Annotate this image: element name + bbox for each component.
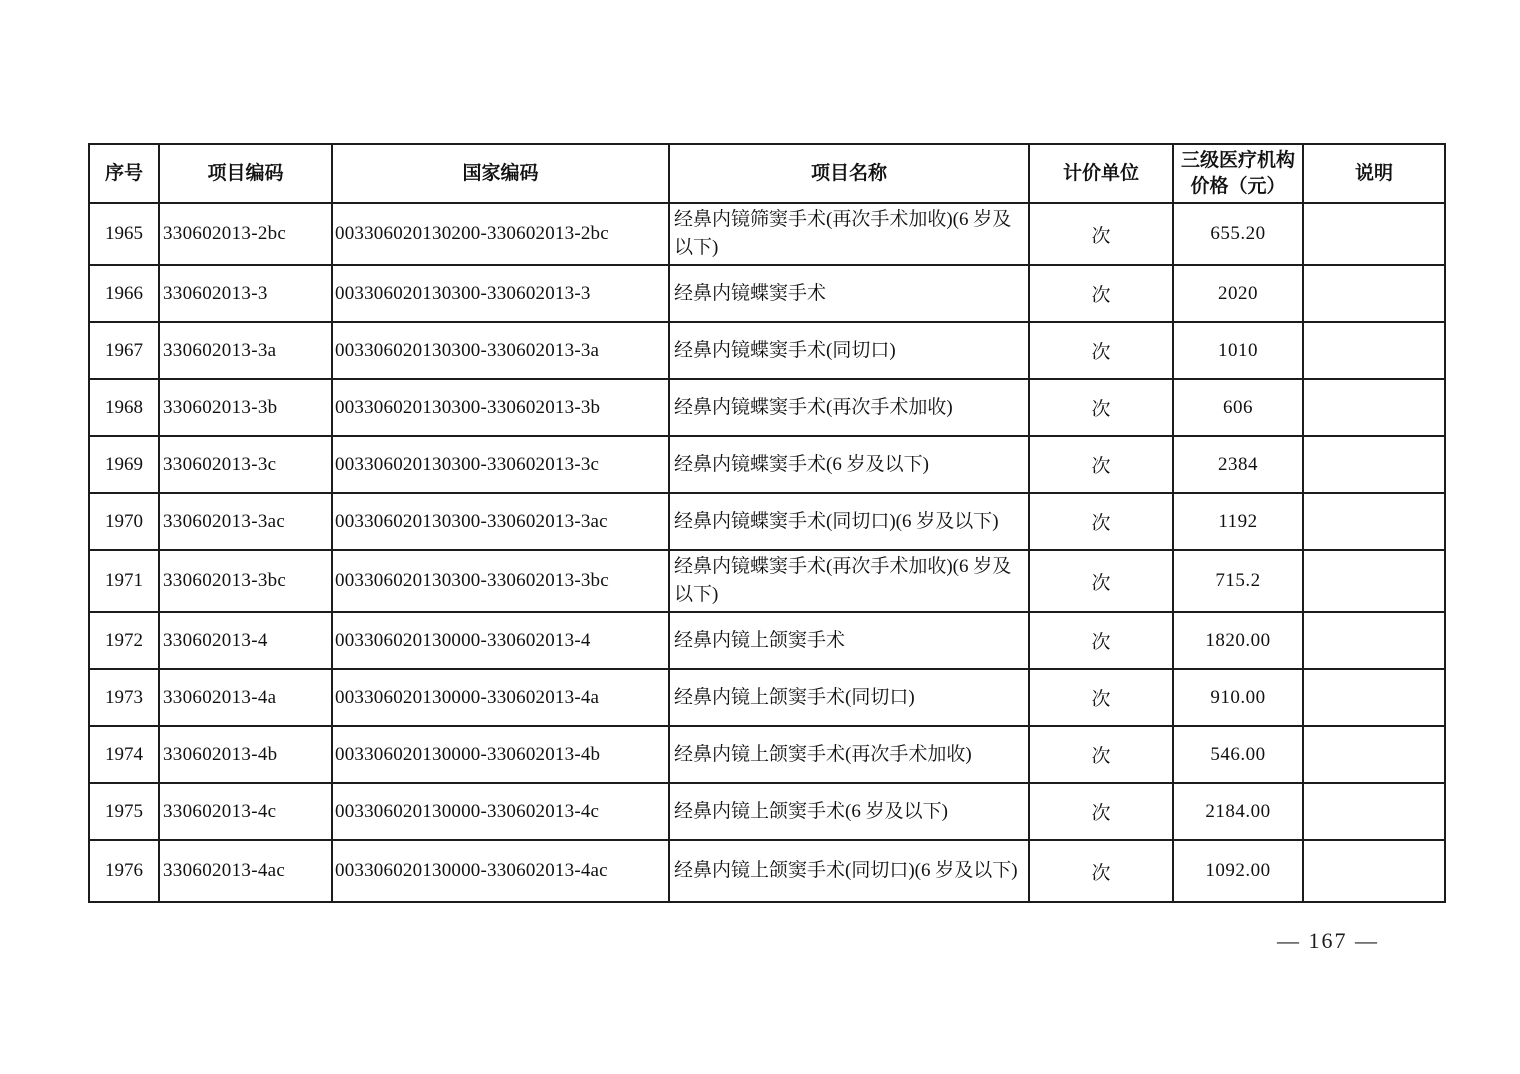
table-row (89, 612, 1445, 669)
note-cell (1303, 669, 1445, 726)
header-tier3-price-line2: 价格（元） (1190, 175, 1286, 197)
item-name-cell: 经鼻内镜筛窦手术(再次手术加收)(6 岁及以下) (669, 203, 1029, 265)
price-cell: 1092.00 (1173, 840, 1303, 902)
unit-cell: 次 (1029, 783, 1173, 840)
table-row (89, 203, 1445, 265)
item-code-cell: 330602013-4 (159, 612, 332, 669)
header-tier3-price-line1: 三级医疗机构 (1180, 149, 1295, 171)
note-cell (1303, 840, 1445, 902)
note-cell (1303, 550, 1445, 612)
unit-cell: 次 (1029, 493, 1173, 550)
unit-cell: 次 (1029, 550, 1173, 612)
item-name-cell: 经鼻内镜上颌窦手术(同切口) (669, 669, 1029, 726)
item-code-cell: 330602013-3bc (159, 550, 332, 612)
national-code-cell: 003306020130000-330602013-4a (332, 669, 669, 726)
header-national-code: 国家编码 (332, 144, 669, 203)
price-table (88, 143, 1446, 903)
unit-cell: 次 (1029, 436, 1173, 493)
unit-cell: 次 (1029, 840, 1173, 902)
seq-cell: 1970 (89, 493, 159, 550)
header-seq: 序号 (89, 144, 159, 203)
national-code-cell: 003306020130300-330602013-3b (332, 379, 669, 436)
unit-cell: 次 (1029, 265, 1173, 322)
seq-cell: 1976 (89, 840, 159, 902)
item-name-cell: 经鼻内镜蝶窦手术(再次手术加收) (669, 379, 1029, 436)
table-row (89, 493, 1445, 550)
item-code-cell: 330602013-4c (159, 783, 332, 840)
item-name-cell: 经鼻内镜蝶窦手术 (669, 265, 1029, 322)
table-row (89, 550, 1445, 612)
page-number: — 167 — (1277, 928, 1379, 953)
table-row (89, 436, 1445, 493)
item-name-cell: 经鼻内镜蝶窦手术(同切口)(6 岁及以下) (669, 493, 1029, 550)
seq-cell: 1975 (89, 783, 159, 840)
unit-cell: 次 (1029, 322, 1173, 379)
table-row (89, 783, 1445, 840)
seq-cell: 1972 (89, 612, 159, 669)
note-cell (1303, 322, 1445, 379)
table-row (89, 840, 1445, 902)
national-code-cell: 003306020130000-330602013-4b (332, 726, 669, 783)
item-name-cell: 经鼻内镜蝶窦手术(再次手术加收)(6 岁及以下) (669, 550, 1029, 612)
national-code-cell: 003306020130300-330602013-3bc (332, 550, 669, 612)
note-cell (1303, 726, 1445, 783)
price-cell: 1192 (1173, 493, 1303, 550)
seq-cell: 1966 (89, 265, 159, 322)
item-code-cell: 330602013-3ac (159, 493, 332, 550)
item-name-cell: 经鼻内镜上颌窦手术(6 岁及以下) (669, 783, 1029, 840)
item-code-cell: 330602013-3c (159, 436, 332, 493)
national-code-cell: 003306020130300-330602013-3 (332, 265, 669, 322)
national-code-cell: 003306020130000-330602013-4ac (332, 840, 669, 902)
unit-cell: 次 (1029, 203, 1173, 265)
note-cell (1303, 493, 1445, 550)
seq-cell: 1971 (89, 550, 159, 612)
note-cell (1303, 612, 1445, 669)
seq-cell: 1969 (89, 436, 159, 493)
national-code-cell: 003306020130200-330602013-2bc (332, 203, 669, 265)
note-cell (1303, 436, 1445, 493)
note-cell (1303, 783, 1445, 840)
price-cell: 1820.00 (1173, 612, 1303, 669)
price-cell: 1010 (1173, 322, 1303, 379)
seq-cell: 1965 (89, 203, 159, 265)
unit-cell: 次 (1029, 669, 1173, 726)
table-row (89, 726, 1445, 783)
header-row (89, 144, 1445, 203)
price-cell: 2184.00 (1173, 783, 1303, 840)
price-cell: 546.00 (1173, 726, 1303, 783)
item-code-cell: 330602013-4a (159, 669, 332, 726)
table-row (89, 322, 1445, 379)
note-cell (1303, 265, 1445, 322)
unit-cell: 次 (1029, 612, 1173, 669)
note-cell (1303, 379, 1445, 436)
price-cell: 715.2 (1173, 550, 1303, 612)
unit-cell: 次 (1029, 379, 1173, 436)
item-code-cell: 330602013-3a (159, 322, 332, 379)
table-row (89, 379, 1445, 436)
header-note: 说明 (1303, 144, 1445, 203)
item-code-cell: 330602013-3b (159, 379, 332, 436)
item-code-cell: 330602013-2bc (159, 203, 332, 265)
item-name-cell: 经鼻内镜上颌窦手术(同切口)(6 岁及以下) (669, 840, 1029, 902)
item-code-cell: 330602013-4ac (159, 840, 332, 902)
price-cell: 910.00 (1173, 669, 1303, 726)
item-code-cell: 330602013-4b (159, 726, 332, 783)
item-name-cell: 经鼻内镜上颌窦手术(再次手术加收) (669, 726, 1029, 783)
seq-cell: 1974 (89, 726, 159, 783)
header-item-code: 项目编码 (159, 144, 332, 203)
national-code-cell: 003306020130300-330602013-3ac (332, 493, 669, 550)
header-item-name: 项目名称 (669, 144, 1029, 203)
price-cell: 655.20 (1173, 203, 1303, 265)
national-code-cell: 003306020130000-330602013-4 (332, 612, 669, 669)
item-name-cell: 经鼻内镜上颌窦手术 (669, 612, 1029, 669)
item-name-cell: 经鼻内镜蝶窦手术(同切口) (669, 322, 1029, 379)
national-code-cell: 003306020130300-330602013-3c (332, 436, 669, 493)
item-code-cell: 330602013-3 (159, 265, 332, 322)
unit-cell: 次 (1029, 726, 1173, 783)
seq-cell: 1968 (89, 379, 159, 436)
item-name-cell: 经鼻内镜蝶窦手术(6 岁及以下) (669, 436, 1029, 493)
table-row (89, 265, 1445, 322)
seq-cell: 1973 (89, 669, 159, 726)
national-code-cell: 003306020130000-330602013-4c (332, 783, 669, 840)
price-cell: 606 (1173, 379, 1303, 436)
price-cell: 2384 (1173, 436, 1303, 493)
national-code-cell: 003306020130300-330602013-3a (332, 322, 669, 379)
note-cell (1303, 203, 1445, 265)
header-tier3-price (1173, 144, 1303, 203)
header-unit: 计价单位 (1029, 144, 1173, 203)
table-row (89, 669, 1445, 726)
seq-cell: 1967 (89, 322, 159, 379)
price-cell: 2020 (1173, 265, 1303, 322)
